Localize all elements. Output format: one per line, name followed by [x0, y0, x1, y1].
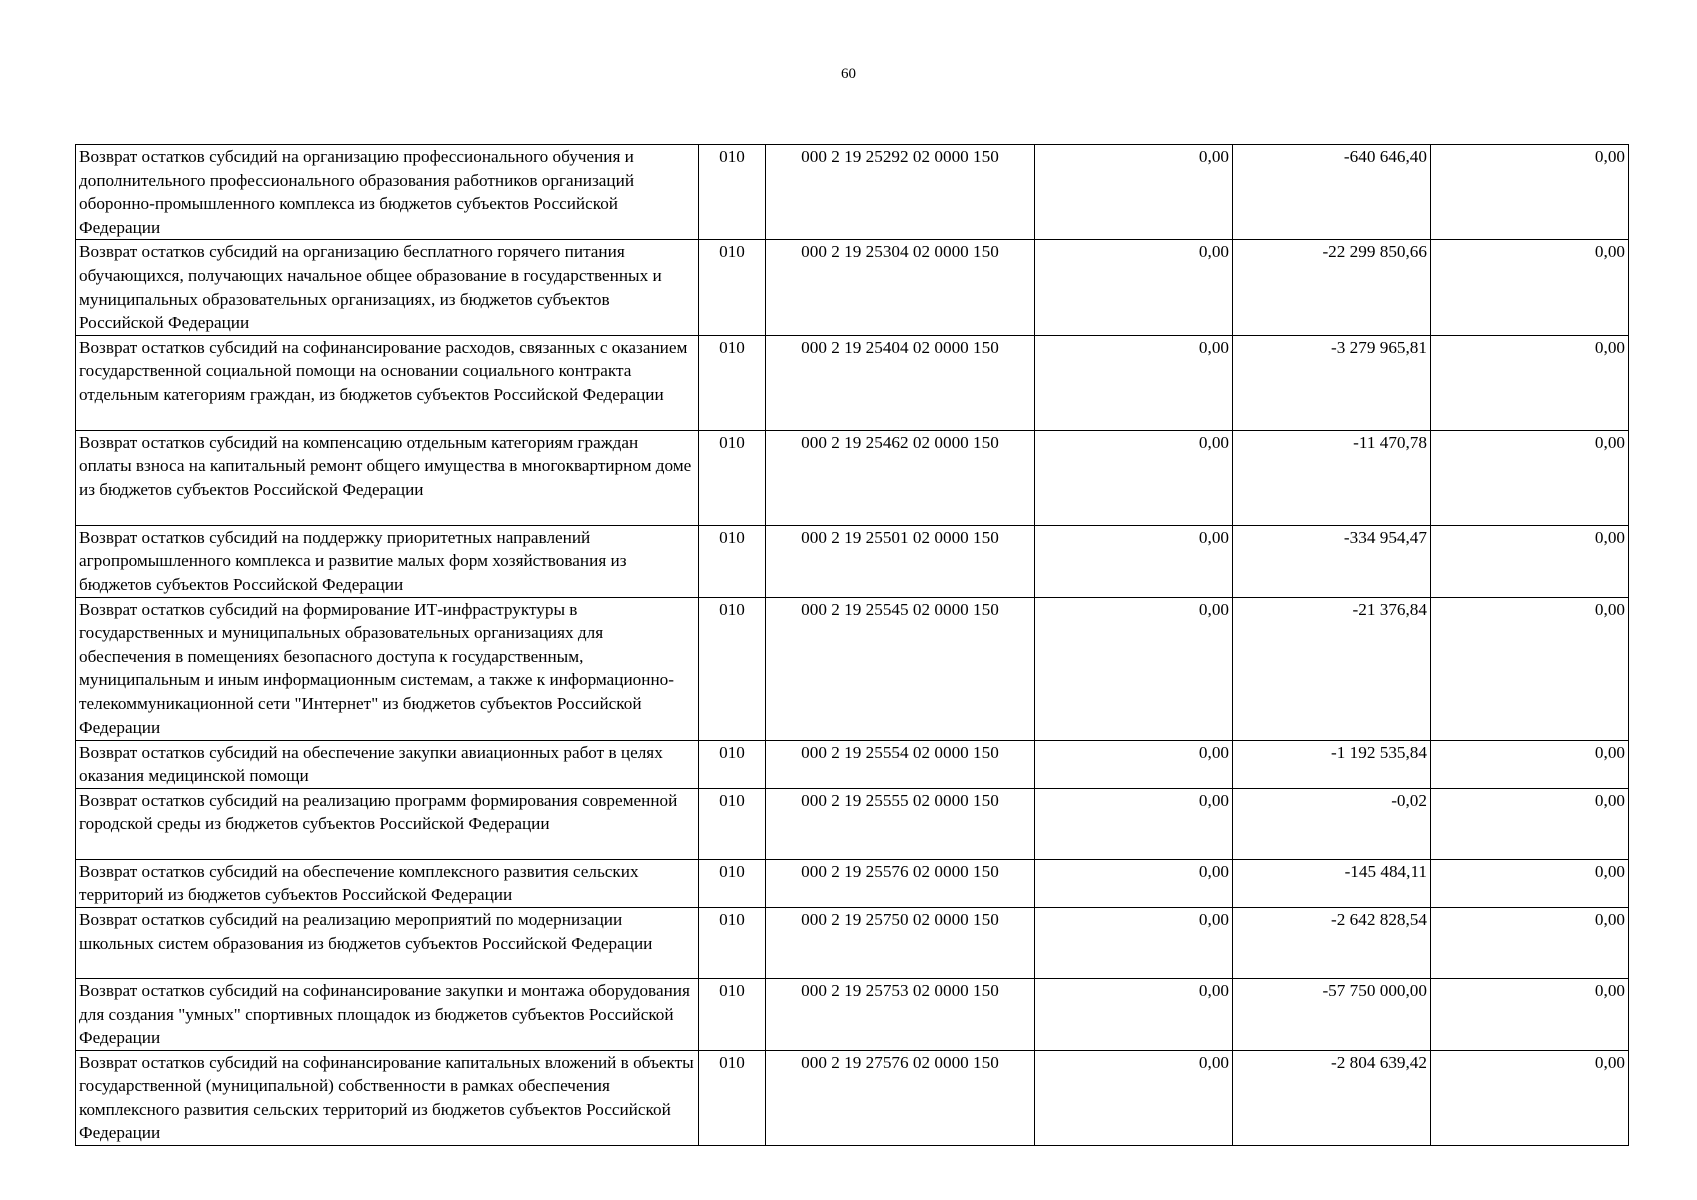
row-value-3: 0,00	[1431, 907, 1629, 978]
row-classification-code: 000 2 19 25576 02 0000 150	[766, 859, 1035, 907]
row-admin-code: 010	[699, 1050, 766, 1145]
row-value-3: 0,00	[1431, 788, 1629, 859]
row-value-1: 0,00	[1035, 525, 1233, 597]
page-number: 60	[841, 66, 856, 82]
row-value-2: -2 642 828,54	[1233, 907, 1431, 978]
row-admin-code: 010	[699, 145, 766, 240]
table-row	[76, 597, 1629, 740]
row-value-1: 0,00	[1035, 430, 1233, 525]
row-classification-code: 000 2 19 25404 02 0000 150	[766, 335, 1035, 430]
row-value-3: 0,00	[1431, 1050, 1629, 1145]
row-classification-code: 000 2 19 27576 02 0000 150	[766, 1050, 1035, 1145]
table-row	[76, 525, 1629, 597]
table-row	[76, 145, 1629, 240]
row-name: Возврат остатков субсидий на формирование ИТ-инфраструктуры в государственных и муниципальных образовательных организациях для обеспечения в помещениях безопасного доступа к государственным, муниципальным и иным информационным системам, а также к информационно-телекоммуникационной сети "Интернет" из бюджетов субъектов Российской Федерации	[76, 597, 699, 740]
row-value-1: 0,00	[1035, 597, 1233, 740]
row-admin-code: 010	[699, 740, 766, 788]
row-value-1: 0,00	[1035, 978, 1233, 1050]
row-admin-code: 010	[699, 335, 766, 430]
row-name: Возврат остатков субсидий на обеспечение комплексного развития сельских территорий из бюджетов субъектов Российской Федерации	[76, 859, 699, 907]
row-name: Возврат остатков субсидий на реализацию программ формирования современной городской среды из бюджетов субъектов Российской Федерации	[76, 788, 699, 859]
row-value-2: -145 484,11	[1233, 859, 1431, 907]
row-value-2: -334 954,47	[1233, 525, 1431, 597]
row-classification-code: 000 2 19 25555 02 0000 150	[766, 788, 1035, 859]
row-value-2: -0,02	[1233, 788, 1431, 859]
row-admin-code: 010	[699, 525, 766, 597]
row-value-2: -22 299 850,66	[1233, 240, 1431, 335]
row-admin-code: 010	[699, 597, 766, 740]
row-value-3: 0,00	[1431, 240, 1629, 335]
row-value-1: 0,00	[1035, 145, 1233, 240]
table-row	[76, 907, 1629, 978]
row-classification-code: 000 2 19 25750 02 0000 150	[766, 907, 1035, 978]
row-value-3: 0,00	[1431, 978, 1629, 1050]
row-classification-code: 000 2 19 25462 02 0000 150	[766, 430, 1035, 525]
budget-table	[75, 144, 1629, 1146]
row-admin-code: 010	[699, 430, 766, 525]
row-admin-code: 010	[699, 978, 766, 1050]
row-value-2: -57 750 000,00	[1233, 978, 1431, 1050]
row-value-1: 0,00	[1035, 240, 1233, 335]
row-value-1: 0,00	[1035, 788, 1233, 859]
row-classification-code: 000 2 19 25304 02 0000 150	[766, 240, 1035, 335]
row-value-2: -2 804 639,42	[1233, 1050, 1431, 1145]
row-classification-code: 000 2 19 25753 02 0000 150	[766, 978, 1035, 1050]
table-row	[76, 788, 1629, 859]
row-name: Возврат остатков субсидий на софинансирование закупки и монтажа оборудования для создания "умных" спортивных площадок из бюджетов субъектов Российской Федерации	[76, 978, 699, 1050]
row-value-1: 0,00	[1035, 335, 1233, 430]
table-row	[76, 335, 1629, 430]
row-classification-code: 000 2 19 25545 02 0000 150	[766, 597, 1035, 740]
row-value-3: 0,00	[1431, 740, 1629, 788]
row-value-1: 0,00	[1035, 740, 1233, 788]
row-name: Возврат остатков субсидий на организацию бесплатного горячего питания обучающихся, получающих начальное общее образование в государственных и муниципальных образовательных организациях, из бюджетов субъектов Российской Федерации	[76, 240, 699, 335]
row-value-1: 0,00	[1035, 859, 1233, 907]
row-name: Возврат остатков субсидий на реализацию мероприятий по модернизации школьных систем образования из бюджетов субъектов Российской Федерации	[76, 907, 699, 978]
table-row	[76, 978, 1629, 1050]
row-admin-code: 010	[699, 240, 766, 335]
row-name: Возврат остатков субсидий на компенсацию отдельным категориям граждан оплаты взноса на капитальный ремонт общего имущества в многоквартирном доме из бюджетов субъектов Российской Федерации	[76, 430, 699, 525]
row-value-3: 0,00	[1431, 145, 1629, 240]
row-name: Возврат остатков субсидий на софинансирование капитальных вложений в объекты государственной (муниципальной) собственности в рамках обеспечения комплексного развития сельских территорий из бюджетов субъектов Российской Федерации	[76, 1050, 699, 1145]
row-name: Возврат остатков субсидий на софинансирование расходов, связанных с оказанием государственной социальной помощи на основании социального контракта отдельным категориям граждан, из бюджетов субъектов Российской Федерации	[76, 335, 699, 430]
row-name: Возврат остатков субсидий на обеспечение закупки авиационных работ в целях оказания медицинской помощи	[76, 740, 699, 788]
row-classification-code: 000 2 19 25554 02 0000 150	[766, 740, 1035, 788]
row-name: Возврат остатков субсидий на организацию профессионального обучения и дополнительного профессионального образования работников организаций оборонно-промышленного комплекса из бюджетов субъектов Российской Федерации	[76, 145, 699, 240]
row-classification-code: 000 2 19 25501 02 0000 150	[766, 525, 1035, 597]
table-row	[76, 740, 1629, 788]
row-value-2: -640 646,40	[1233, 145, 1431, 240]
row-value-1: 0,00	[1035, 1050, 1233, 1145]
row-value-3: 0,00	[1431, 597, 1629, 740]
row-value-2: -21 376,84	[1233, 597, 1431, 740]
table-row	[76, 240, 1629, 335]
row-value-3: 0,00	[1431, 859, 1629, 907]
row-value-3: 0,00	[1431, 430, 1629, 525]
table-row	[76, 1050, 1629, 1145]
row-value-1: 0,00	[1035, 907, 1233, 978]
table-row	[76, 859, 1629, 907]
row-value-2: -3 279 965,81	[1233, 335, 1431, 430]
row-classification-code: 000 2 19 25292 02 0000 150	[766, 145, 1035, 240]
row-value-3: 0,00	[1431, 525, 1629, 597]
row-value-2: -1 192 535,84	[1233, 740, 1431, 788]
row-admin-code: 010	[699, 859, 766, 907]
row-name: Возврат остатков субсидий на поддержку приоритетных направлений агропромышленного комплекса и развитие малых форм хозяйствования из бюджетов субъектов Российской Федерации	[76, 525, 699, 597]
row-value-3: 0,00	[1431, 335, 1629, 430]
table-row	[76, 430, 1629, 525]
row-admin-code: 010	[699, 907, 766, 978]
row-admin-code: 010	[699, 788, 766, 859]
row-value-2: -11 470,78	[1233, 430, 1431, 525]
